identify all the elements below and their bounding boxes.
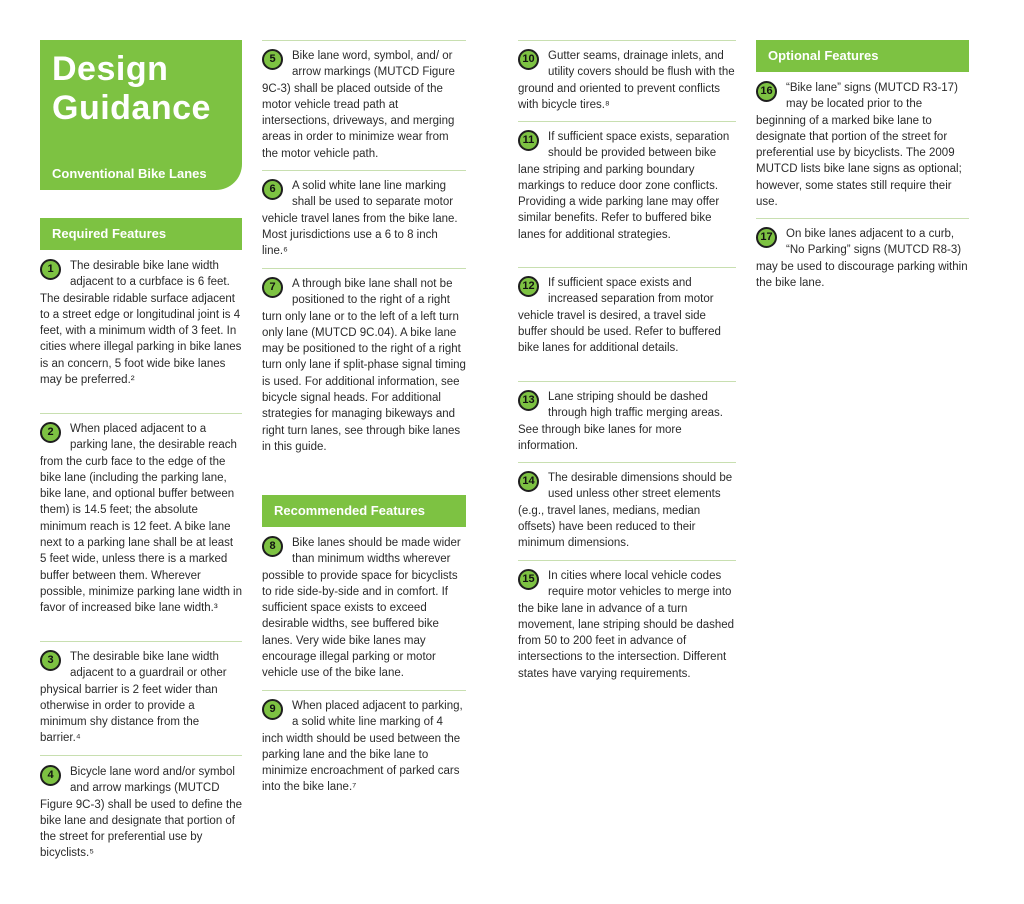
divider [756,218,969,219]
guidance-item-6 [262,178,466,259]
divider [518,462,736,463]
item-text: Lane striping should be dashed through high traffic merging areas. See through bike lanes for more information. [518,391,723,452]
page-subtitle: Conventional Bike Lanes [52,166,207,181]
item-text: The desirable bike lane width adjacent to a curbface is 6 feet. The desirable ridable surface adjacent to a street edge or longitudinal joint is 4 feet, with a minimum width of 3 feet. In cities where illegal parking in bike lanes is an concern, 5 foot wide bike lanes may be preferred.² [40,260,242,387]
item-text: A through bike lane shall not be positioned to the right of a right turn only lane or to the left of a left turn only lane (MUTCD 9C.04). A bike lane may be positioned to the right of a right turn only lane if split-phase signal timing is used. For additional information, see bicycle signal heads. For additional strategies for managing bikeways and right turn lanes, see through bike lanes in this guide. [262,278,466,453]
guidance-item-14 [518,470,736,551]
page-title [52,50,211,128]
divider [40,413,242,414]
title-line-1: Design [52,50,169,88]
item-number-badge: 12 [518,276,539,297]
guidance-item-17 [756,226,969,291]
divider [262,170,466,171]
item-number-badge: 3 [40,650,61,671]
item-text: Gutter seams, drainage inlets, and utility covers should be flush with the ground and oriented to prevent conflicts with bicycle tires.⁸ [518,50,735,111]
item-number-badge: 8 [262,536,283,557]
item-text: If sufficient space exists, separation should be provided between bike lane striping and parking boundary markings to reduce door zone conflicts. Providing a wide parking lane may offer similar benefits. Refer to buffered bike lanes for additional strategies. [518,131,730,241]
item-text: If sufficient space exists and increased separation from motor vehicle travel is desired, a travel side buffer should be used. Refer to buffered bike lanes for additional details. [518,277,721,355]
item-number-badge: 9 [262,699,283,720]
item-text: Bike lane word, symbol, and/ or arrow markings (MUTCD Figure 9C-3) shall be placed outside of the motor vehicle tread path at intersections, driveways, and merging areas in order to minimize wear from the motor vehicle path. [262,50,455,160]
item-number-badge: 1 [40,259,61,280]
divider [518,560,736,561]
item-text: The desirable dimensions should be used unless other street elements (e.g., travel lanes, medians, median offsets) have been reduced to their minimum dimensions. [518,472,733,550]
title-line-2: Guidance [52,89,211,127]
divider [518,121,736,122]
item-text: A solid white lane line marking shall be used to separate motor vehicle travel lanes from the bike lane. Most jurisdictions use a 6 to 8 inch line.⁶ [262,180,458,258]
item-number-badge: 17 [756,227,777,248]
item-text: The desirable bike lane width adjacent to a guardrail or other physical barrier is 2 feet wider than otherwise in order to provide a minimum shy distance from the barrier.⁴ [40,651,227,745]
divider [40,641,242,642]
guidance-item-9 [262,698,466,796]
guidance-item-1 [40,258,242,388]
divider [262,40,466,41]
guidance-item-12 [518,275,736,356]
section-header-required: Required Features [40,218,242,250]
item-number-badge: 7 [262,277,283,298]
divider [518,381,736,382]
title-block [40,40,242,190]
divider [518,40,736,41]
divider [262,268,466,269]
guidance-item-4 [40,764,242,862]
item-number-badge: 2 [40,422,61,443]
guidance-item-11 [518,129,736,243]
guidance-item-7 [262,276,466,455]
guidance-item-10 [518,48,736,113]
item-number-badge: 10 [518,49,539,70]
item-number-badge: 5 [262,49,283,70]
section-header-recommended: Recommended Features [262,495,466,527]
item-text: On bike lanes adjacent to a curb, “No Parking” signs (MUTCD R8-3) may be used to discourage parking within the bike lane. [756,228,968,289]
divider [518,267,736,268]
item-number-badge: 14 [518,471,539,492]
item-number-badge: 15 [518,569,539,590]
item-number-badge: 13 [518,390,539,411]
item-number-badge: 6 [262,179,283,200]
item-number-badge: 16 [756,81,777,102]
item-text: In cities where local vehicle codes require motor vehicles to merge into the bike lane in advance of a turn movement, lane striping should be dashed from 50 to 200 feet in advance of intersections to the intersection. Different states have varying requirements. [518,570,735,680]
item-text: When placed adjacent to a parking lane, the desirable reach from the curb face to the edge of the bike lane (including the parking lane, bike lane, and optional buffer between them) is 14.5 feet; the absolute minimum reach is 12 feet. A bike lane next to a parking lane shall be at least 5 feet wide, unless there is a marked buffer between them. Wherever possible, minimize parking lane width in favor of increased bike lane width.³ [40,423,242,615]
item-number-badge: 4 [40,765,61,786]
item-text: When placed adjacent to parking, a solid white line marking of 4 inch width should be used between the parking lane and the bike lane to minimize encroachment of parked cars into the bike lane.⁷ [262,700,463,794]
guidance-item-15 [518,568,736,682]
section-header-optional: Optional Features [756,40,969,72]
guidance-item-8 [262,535,466,682]
item-text: “Bike lane” signs (MUTCD R3-17) may be located prior to the beginning of a marked bike lane to designate that portion of the street for preferential use by bicyclists. The 2009 MUTCD lists bike lane signs as optional; however, some states still require their use. [756,82,962,209]
item-text: Bike lanes should be made wider than minimum widths wherever possible to provide space for bicyclists to ride side-by-side and in comfort. If sufficient space exists to exceed desirable widths, see buffered bike lanes. Very wide bike lanes may encourage illegal parking or motor vehicle use of the bike lane. [262,537,461,680]
guidance-item-13 [518,389,736,454]
guidance-item-16 [756,80,969,210]
guidance-item-5 [262,48,466,162]
divider [262,690,466,691]
divider [40,755,242,756]
guidance-item-2 [40,421,242,617]
guidance-item-3 [40,649,242,747]
item-number-badge: 11 [518,130,539,151]
item-text: Bicycle lane word and/or symbol and arrow markings (MUTCD Figure 9C-3) shall be used to define the bike lane and designate that portion of the street for preferential use by bicyclists.⁵ [40,766,243,860]
